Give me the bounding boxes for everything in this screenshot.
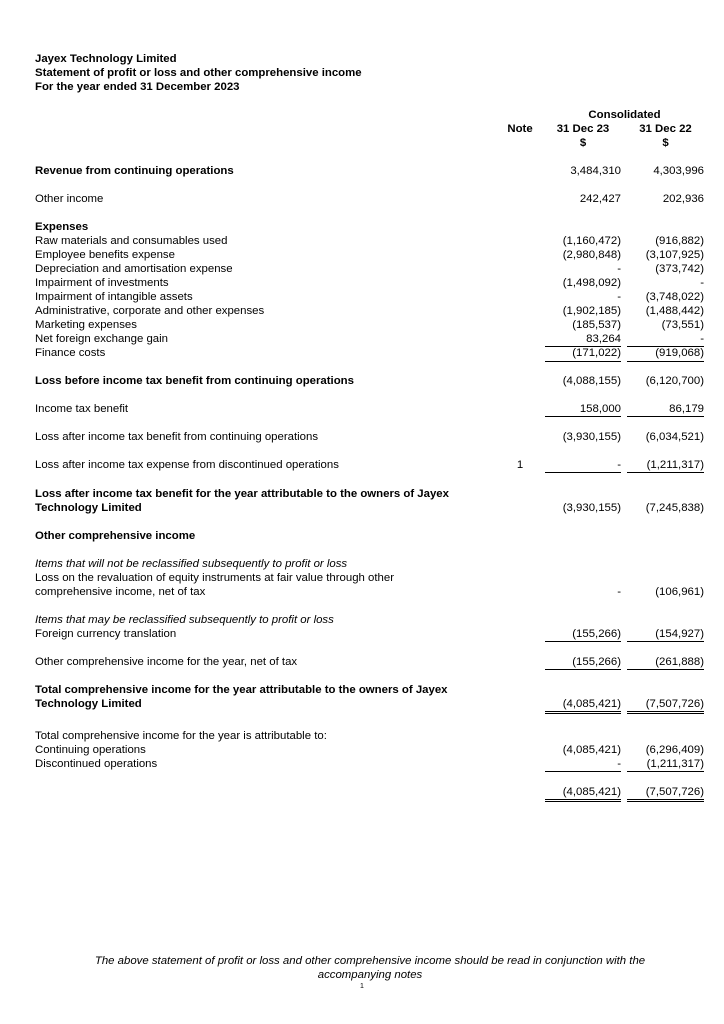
row-employee-benefits	[0, 248, 724, 262]
value-2023: (171,022)	[572, 347, 621, 359]
row-label: Loss before income tax benefit from continuing operations	[35, 375, 354, 387]
double-rule-2023	[545, 711, 621, 714]
value-2023: -	[617, 459, 621, 471]
row-fx-gain	[0, 332, 724, 346]
value-2022: 202,936	[662, 193, 704, 205]
value-2022: (73,551)	[661, 319, 704, 331]
currency-2022: $	[662, 137, 669, 149]
company-name: Jayex Technology Limited	[35, 53, 177, 65]
value-2023: (155,266)	[572, 656, 621, 668]
row-attributable-heading	[0, 729, 724, 743]
value-2022: -	[700, 333, 704, 345]
row-label: comprehensive income, net of tax	[35, 586, 206, 598]
value-2022: (7,507,726)	[645, 786, 704, 798]
row-revenue	[0, 164, 724, 178]
row-label: Marketing expenses	[35, 319, 137, 331]
column-group-consolidated: Consolidated	[588, 109, 661, 121]
double-rule-2022	[627, 799, 704, 802]
column-2023: 31 Dec 23	[556, 123, 610, 135]
row-label: Impairment of intangible assets	[35, 291, 193, 303]
rule-2023	[545, 669, 621, 670]
row-total-ci-line1	[0, 683, 724, 697]
value-2023: (4,085,421)	[562, 698, 621, 710]
value-2023: (3,930,155)	[562, 431, 621, 443]
footer-note	[40, 954, 700, 982]
row-finance-costs	[0, 346, 724, 360]
value-2022: 4,303,996	[653, 165, 704, 177]
row-depreciation	[0, 262, 724, 276]
section-heading: Expenses	[35, 221, 89, 233]
double-rule-2022	[627, 711, 704, 714]
value-2022: (373,742)	[655, 263, 704, 275]
row-total-ci-line2	[0, 697, 724, 711]
row-label: Discontinued operations	[35, 758, 158, 770]
rule-2022	[627, 472, 704, 473]
value-2023: 83,264	[586, 333, 621, 345]
column-note: Note	[507, 123, 533, 135]
subsection-heading: Items that will not be reclassified subsequently to profit or loss	[35, 558, 348, 570]
footer-line-2: accompanying notes	[317, 969, 423, 981]
note-reference: 1	[516, 459, 524, 471]
value-2023: -	[617, 291, 621, 303]
row-equity-revaluation-line2	[0, 585, 724, 599]
row-equity-revaluation-line1	[0, 571, 724, 585]
value-2022: 86,179	[669, 403, 704, 415]
footer-line-1: The above statement of profit or loss and other comprehensive income should be read in conjunction with the	[94, 955, 646, 967]
rule-2023	[545, 416, 621, 417]
value-2022: (916,882)	[655, 235, 704, 247]
value-2023: -	[617, 263, 621, 275]
value-2022: (1,211,317)	[646, 459, 704, 471]
row-raw-materials	[0, 234, 724, 248]
column-2022: 31 Dec 22	[639, 123, 692, 135]
row-administrative	[0, 304, 724, 318]
page-number: 1	[360, 983, 364, 990]
row-final-total	[0, 785, 724, 799]
rule-2022	[627, 669, 704, 670]
row-label: Loss after income tax benefit from continuing operations	[35, 431, 319, 443]
value-2023: (3,930,155)	[562, 502, 621, 514]
row-label: Loss after income tax expense from discontinued operations	[35, 459, 339, 471]
value-2023: 158,000	[579, 403, 621, 415]
value-2022: (1,211,317)	[646, 758, 704, 770]
rule-2022	[627, 361, 704, 362]
row-label: Other comprehensive income for the year, net of tax	[35, 656, 298, 668]
currency-2023: $	[579, 137, 587, 149]
value-2022: (7,507,726)	[645, 698, 704, 710]
row-expenses-heading	[0, 220, 724, 234]
row-label: Income tax benefit	[35, 403, 129, 415]
value-2022: -	[700, 277, 704, 289]
row-may-reclassify	[0, 613, 724, 627]
statement-period: For the year ended 31 December 2023	[35, 81, 240, 93]
value-2022: (3,107,925)	[645, 249, 704, 261]
row-label: Foreign currency translation	[35, 628, 177, 640]
value-2022: (3,748,022)	[645, 291, 704, 303]
row-marketing	[0, 318, 724, 332]
row-label: Net foreign exchange gain	[35, 333, 168, 345]
row-label: Finance costs	[35, 347, 106, 359]
row-loss-before-tax	[0, 374, 724, 388]
row-continuing-operations	[0, 743, 724, 757]
statement-title: Statement of profit or loss and other comprehensive income	[35, 67, 362, 79]
rule-2023	[545, 641, 621, 642]
row-other-income	[0, 192, 724, 206]
value-2023: (4,085,421)	[562, 786, 621, 798]
value-2023: (4,088,155)	[562, 375, 621, 387]
value-2022: (106,961)	[655, 586, 704, 598]
row-label: Continuing operations	[35, 744, 146, 756]
row-loss-attributable-line1	[0, 487, 724, 501]
value-2022: (6,120,700)	[645, 375, 704, 387]
rule-2023	[545, 361, 621, 362]
value-2022: (919,068)	[655, 347, 704, 359]
row-label: Technology Limited	[35, 698, 142, 710]
value-2022: (7,245,838)	[645, 502, 704, 514]
section-heading: Other comprehensive income	[35, 530, 196, 542]
row-impairment-investments	[0, 276, 724, 290]
row-label: Total comprehensive income for the year attributable to the owners of Jayex	[35, 684, 448, 696]
value-2023: (2,980,848)	[562, 249, 621, 261]
row-fx-translation	[0, 627, 724, 641]
rule-2022	[627, 641, 704, 642]
value-2023: (4,085,421)	[562, 744, 621, 756]
row-loss-attributable-line2	[0, 501, 724, 515]
value-2023: (1,160,472)	[562, 235, 621, 247]
row-discontinued-operations	[0, 757, 724, 771]
value-2023: -	[617, 586, 621, 598]
value-2023: (155,266)	[572, 628, 621, 640]
value-2022: (6,034,521)	[645, 431, 704, 443]
value-2023: 3,484,310	[570, 165, 621, 177]
row-label: Administrative, corporate and other expenses	[35, 305, 265, 317]
row-loss-discontinued	[0, 458, 724, 472]
row-label: Loss on the revaluation of equity instruments at fair value through other	[35, 572, 395, 584]
row-label: Other income	[35, 193, 104, 205]
subsection-heading: Items that may be reclassified subsequently to profit or loss	[35, 614, 334, 626]
row-oci-heading	[0, 529, 724, 543]
value-2023: 242,427	[579, 193, 621, 205]
rule-2023	[545, 472, 621, 473]
value-2023: (1,498,092)	[562, 277, 621, 289]
row-label: Loss after income tax benefit for the year attributable to the owners of Jayex	[35, 488, 449, 500]
value-2023: (185,537)	[572, 319, 621, 331]
row-not-reclassified	[0, 557, 724, 571]
row-label: Total comprehensive income for the year is attributable to:	[35, 730, 327, 742]
rule-2022	[627, 771, 704, 772]
double-rule-2023	[545, 799, 621, 802]
value-2022: (154,927)	[655, 628, 704, 640]
value-2023: -	[617, 758, 621, 770]
rule-2023	[545, 771, 621, 772]
value-2022: (261,888)	[655, 656, 704, 668]
row-label: Technology Limited	[35, 502, 142, 514]
row-label: Employee benefits expense	[35, 249, 175, 261]
value-2022: (1,488,442)	[645, 305, 704, 317]
value-2022: (6,296,409)	[645, 744, 704, 756]
row-loss-after-tax-continuing	[0, 430, 724, 444]
value-2023: (1,902,185)	[562, 305, 621, 317]
row-oci-net	[0, 655, 724, 669]
row-label: Depreciation and amortisation expense	[35, 263, 233, 275]
row-label: Raw materials and consumables used	[35, 235, 228, 247]
row-impairment-intangibles	[0, 290, 724, 304]
rule-2022	[627, 416, 704, 417]
row-label: Impairment of investments	[35, 277, 169, 289]
row-income-tax-benefit	[0, 402, 724, 416]
row-label: Revenue from continuing operations	[35, 165, 234, 177]
